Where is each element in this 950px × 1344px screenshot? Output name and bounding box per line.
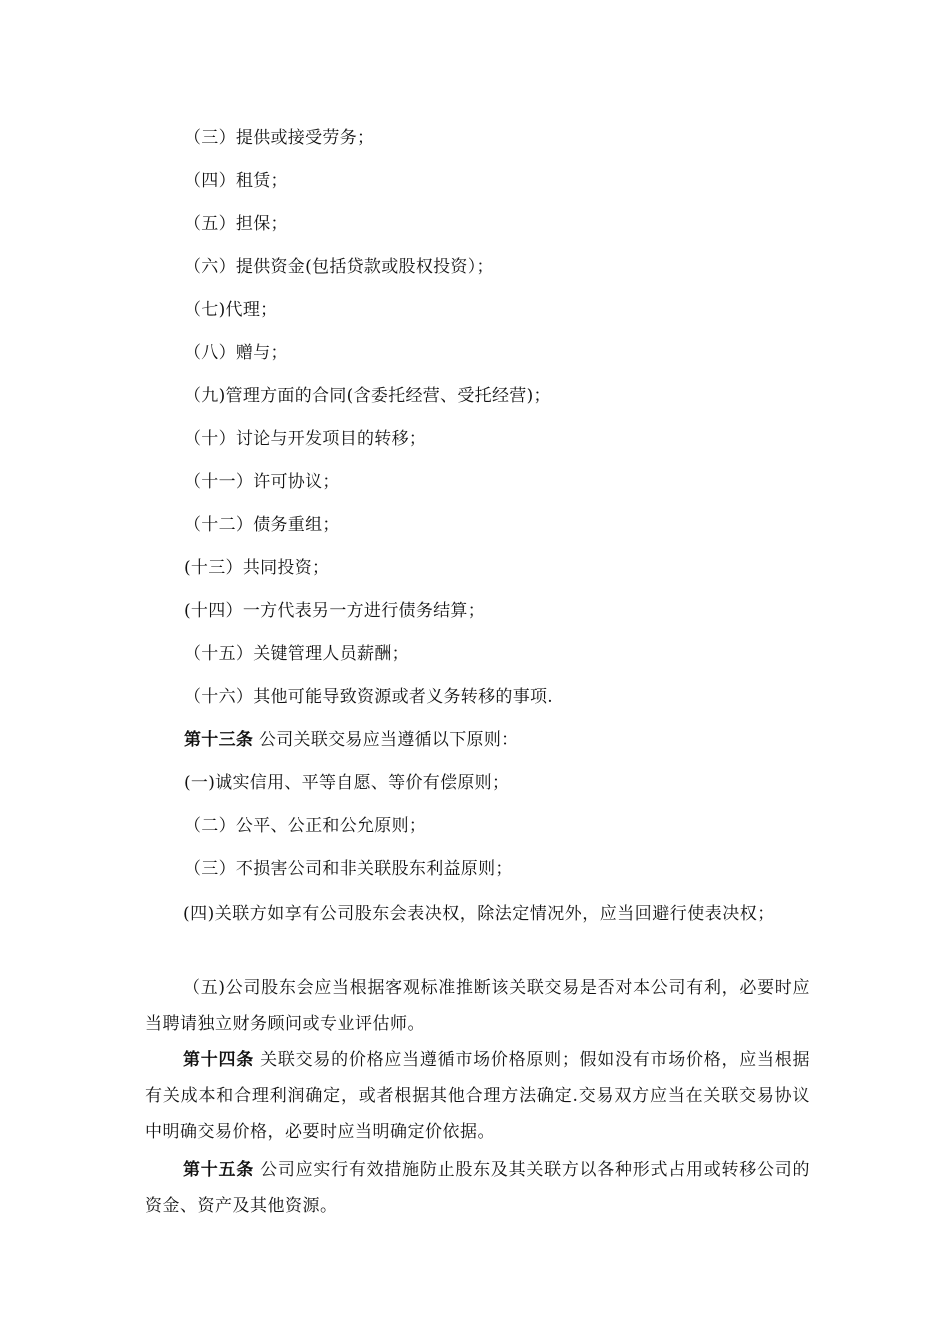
article-13-intro xyxy=(184,729,518,751)
list-item-5: （五）担保； xyxy=(184,214,288,234)
article-15 xyxy=(145,1152,810,1224)
list-item-10: （十）讨论与开发项目的转移； xyxy=(184,429,427,449)
list-item-9: （九)管理方面的合同(含委托经营、受托经营)； xyxy=(184,386,551,406)
article-14 xyxy=(145,1042,810,1150)
list-item-12: （十二）债务重组； xyxy=(184,515,340,535)
list-item-13: (十三）共同投资； xyxy=(184,558,330,578)
article-15-text: 公司应实行有效措施防止股东及其关联方以各种形式占用或转移公司的资金、资产及其他资源。 xyxy=(145,1160,811,1216)
list-item-16: （十六）其他可能导致资源或者义务转移的事项. xyxy=(184,687,554,707)
list-item-6: （六）提供资金(包括贷款或股权投资）； xyxy=(184,257,494,277)
principle-3: （三）不损害公司和非关联股东利益原则； xyxy=(184,859,513,879)
principle-2: （二）公平、公正和公允原则； xyxy=(184,816,427,836)
list-item-3: （三）提供或接受劳务； xyxy=(184,128,375,148)
principle-4: (四)关联方如享有公司股东会表决权，除法定情况外，应当回避行使表决权； xyxy=(183,904,775,924)
list-item-15: （十五）关键管理人员薪酬； xyxy=(184,644,409,664)
principle-5: （五)公司股东会应当根据客观标准推断该关联交易是否对本公司有利，必要时应当聘请独立财务顾问或专业评估师。 xyxy=(145,978,810,1034)
list-item-7: （七)代理； xyxy=(184,300,278,320)
list-item-14: (十四）一方代表另一方进行债务结算； xyxy=(184,601,486,621)
article-14-text: 关联交易的价格应当遵循市场价格原则；假如没有市场价格，应当根据有关成本和合理利润确定，或者根据其他合理方法确定.交易双方应当在关联交易协议中明确交易价格，必要时应当明确定价依据。 xyxy=(145,1050,811,1142)
article-15-heading: 第十五条 xyxy=(183,1160,254,1180)
list-item-4: （四）租赁； xyxy=(184,171,288,191)
article-13-text: 公司关联交易应当遵循以下原则： xyxy=(258,730,519,750)
principle-1: (一)诚实信用、平等自愿、等价有偿原则； xyxy=(184,773,510,793)
list-item-8: （八）赠与； xyxy=(184,343,288,363)
article-14-heading: 第十四条 xyxy=(183,1050,254,1070)
article-13-heading: 第十三条 xyxy=(184,730,254,750)
list-item-11: （十一）许可协议； xyxy=(184,472,340,492)
